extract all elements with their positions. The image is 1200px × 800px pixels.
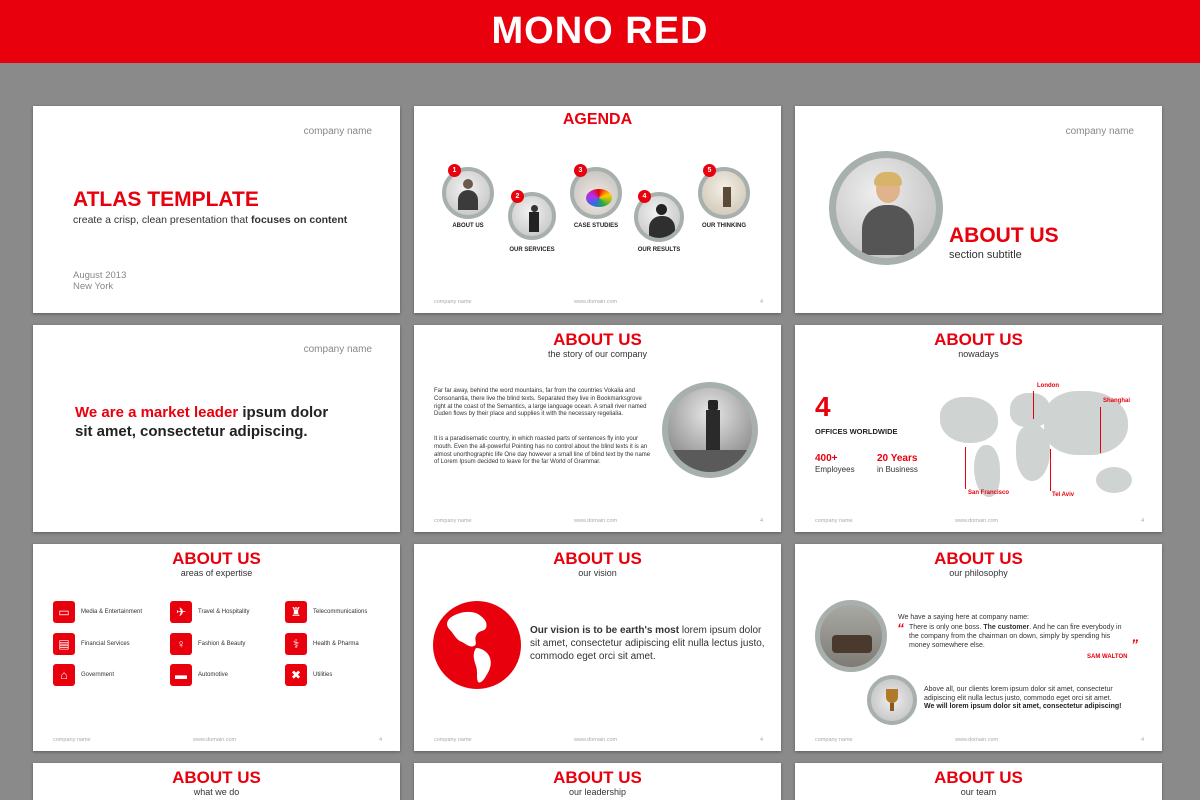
expertise-label: Automotive [198, 672, 229, 678]
slide-footer: company name www.domain.com 4 [434, 518, 763, 524]
agenda-label[interactable]: OUR THINKING [702, 223, 746, 229]
company-name: company name [303, 126, 372, 137]
slide-heading: ABOUT US [949, 224, 1059, 247]
expertise-label: Financial Services [81, 641, 130, 647]
person-icon [463, 179, 473, 189]
company-name: company name [1065, 126, 1134, 137]
story-paragraph-2: It is a paradisematic country, in which roasted parts of sentences fly into your mouth. Even the all-powerful Pointing has no control about the blind texts it is an almost unorthographic life One day however a small line of blind text by the name of Lorem Ipsum decided to leave for the far World of Grammar. [434, 436, 651, 466]
person-icon [458, 190, 478, 210]
slide-place: New York [73, 281, 114, 292]
agenda-badge: 2 [511, 190, 524, 203]
trophy-icon [886, 689, 898, 703]
slide-header: ABOUT US the story of our company [547, 330, 648, 359]
stat-employees-label: Employees [815, 465, 855, 474]
ground [668, 450, 758, 478]
tools-icon: ✖ [285, 664, 307, 686]
expertise-label: Government [81, 672, 115, 678]
slide-header: ABOUT US what we do [172, 768, 261, 797]
slide-footer: company name www.domain.com 4 [815, 737, 1144, 743]
agenda-label[interactable]: ABOUT US [452, 223, 484, 229]
slide-nowadays[interactable] [795, 325, 1162, 532]
slide-story[interactable] [414, 325, 781, 532]
story-paragraph-1: Far far away, behind the word mountains, far from the countries Vokalia and Consonantia, there live the blind texts. Separated they live in Bookmarksgrove right at the coast of the Semantics, a large language ocean. A small river named Duden flows by their place and supplies it with the necessary regelialia. [434, 388, 647, 418]
money-icon: ▤ [53, 633, 75, 655]
truck-icon: ▬ [170, 664, 192, 686]
slide-what-we-do[interactable] [33, 763, 400, 800]
slide-header: ABOUT US our philosophy [934, 549, 1023, 578]
sofa-photo [815, 600, 887, 672]
globe-icon [432, 600, 522, 690]
person-icon [862, 205, 914, 255]
slide-header: ABOUT US our team [934, 768, 1023, 797]
stat-employees-value: 400+ [815, 453, 838, 464]
portrait-photo [829, 151, 943, 265]
agenda-label[interactable]: OUR RESULTS [637, 247, 681, 253]
stat-years-value: 20 Years [877, 453, 918, 464]
slide-header: ABOUT US our vision [553, 549, 642, 578]
city-london: London [1037, 383, 1059, 389]
city-san-francisco: San Francisco [968, 490, 1010, 496]
philosophy-text: Above all, our clients lorem ipsum dolor sit amet, consectetur adipiscing elit nulla lectus justo, commodo eget orci sit amet. [924, 686, 1113, 702]
trophy-icon [890, 703, 894, 711]
offices-number: 4 [815, 391, 831, 422]
stat-years-label: in Business [877, 465, 918, 474]
quote-author: SAM WALTON [1087, 654, 1128, 660]
expertise-label: Media & Entertainment [81, 609, 143, 615]
agenda-label[interactable]: CASE STUDIES [573, 223, 619, 229]
monitor-icon: ▭ [53, 601, 75, 623]
quote-close-mark: ” [1131, 636, 1138, 652]
person-icon [723, 187, 731, 207]
vision-text: Our vision is to be earth's most lorem ipsum dolor sit amet, consectetur adipiscing elit nulla lectus justo, commodo eget orci sit amet. [530, 625, 765, 662]
offices-label: OFFICES WORLDWIDE [815, 427, 898, 436]
banner [0, 0, 1200, 63]
slide-footer: company name www.domain.com 4 [815, 518, 1144, 524]
company-name: company name [303, 344, 372, 355]
expertise-label: Utilities [313, 672, 333, 678]
slide-title[interactable] [33, 106, 400, 313]
plane-icon: ✈ [170, 601, 192, 623]
slide-our-leadership[interactable] [414, 763, 781, 800]
expertise-label: Travel & Hospitality [198, 609, 250, 615]
map-pin-line [1100, 407, 1101, 453]
philosophy-bold: We will lorem ipsum dolor sit amet, consectetur adipiscing! [924, 703, 1122, 710]
banner-title: MONO RED [491, 10, 709, 52]
agenda-badge: 5 [703, 164, 716, 177]
person-icon [706, 410, 720, 450]
building-icon: ⌂ [53, 664, 75, 686]
slide-footer: company name www.domain.com 4 [434, 737, 763, 743]
slide-footer: company name www.domain.com 4 [434, 299, 763, 305]
expertise-label: Fashion & Beauty [198, 641, 246, 647]
person-icon [649, 216, 675, 238]
map-pin-line [1050, 449, 1051, 491]
slide-subtitle: create a crisp, clean presentation that focuses on content [73, 214, 348, 226]
quote-text: There is only one boss. The customer. And he can fire everybody in the company from the chairman on down, simply by spending his money somewhere else. [909, 624, 1122, 649]
paint-splash-icon [586, 189, 612, 207]
slide-about-section[interactable] [795, 106, 1162, 313]
agenda-badge: 4 [638, 190, 651, 203]
map-pin-line [1033, 391, 1034, 419]
person-icon [531, 205, 538, 212]
quote-intro: We have a saying here at company name: [898, 614, 1030, 621]
trophy-photo [867, 675, 917, 725]
person-icon [529, 212, 539, 232]
statement-text: We are a market leader ipsum dolor sit amet, consectetur adipiscing. [75, 404, 329, 440]
slide-vision[interactable] [414, 544, 781, 751]
person-icon [874, 172, 902, 186]
agenda-badge: 1 [448, 164, 461, 177]
tower-icon: ♜ [285, 601, 307, 623]
slide-our-team[interactable] [795, 763, 1162, 800]
dress-icon: ♀ [170, 633, 192, 655]
slide-header: ABOUT US nowadays [934, 330, 1023, 359]
slide-header: ABOUT US areas of expertise [172, 549, 261, 578]
map-pin-line [965, 447, 966, 489]
expertise-label: Health & Pharma [313, 641, 359, 647]
caduceus-icon: ⚕ [285, 633, 307, 655]
slide-date: August 2013 [73, 270, 127, 281]
sofa-icon [832, 635, 872, 653]
person-icon [708, 400, 718, 410]
man-photo [662, 382, 758, 478]
slide-agenda[interactable] [414, 106, 781, 313]
slide-heading: AGENDA [562, 111, 633, 128]
agenda-badge: 3 [574, 164, 587, 177]
slide-footer: company name www.domain.com 4 [53, 737, 382, 743]
agenda-label[interactable]: OUR SERVICES [509, 247, 555, 253]
quote-open-mark: “ [897, 620, 904, 636]
city-tel-aviv: Tel Aviv [1052, 492, 1075, 498]
person-icon [656, 204, 667, 215]
slide-header: ABOUT US our leadership [553, 768, 642, 797]
slide-philosophy[interactable] [795, 544, 1162, 751]
expertise-label: Telecommunications [313, 609, 368, 615]
slide-subtitle: section subtitle [949, 249, 1022, 261]
slide-statement[interactable] [33, 325, 400, 532]
slide-heading: ATLAS TEMPLATE [73, 188, 259, 211]
city-shanghai: Shanghai [1103, 398, 1131, 404]
slide-expertise[interactable] [33, 544, 400, 751]
